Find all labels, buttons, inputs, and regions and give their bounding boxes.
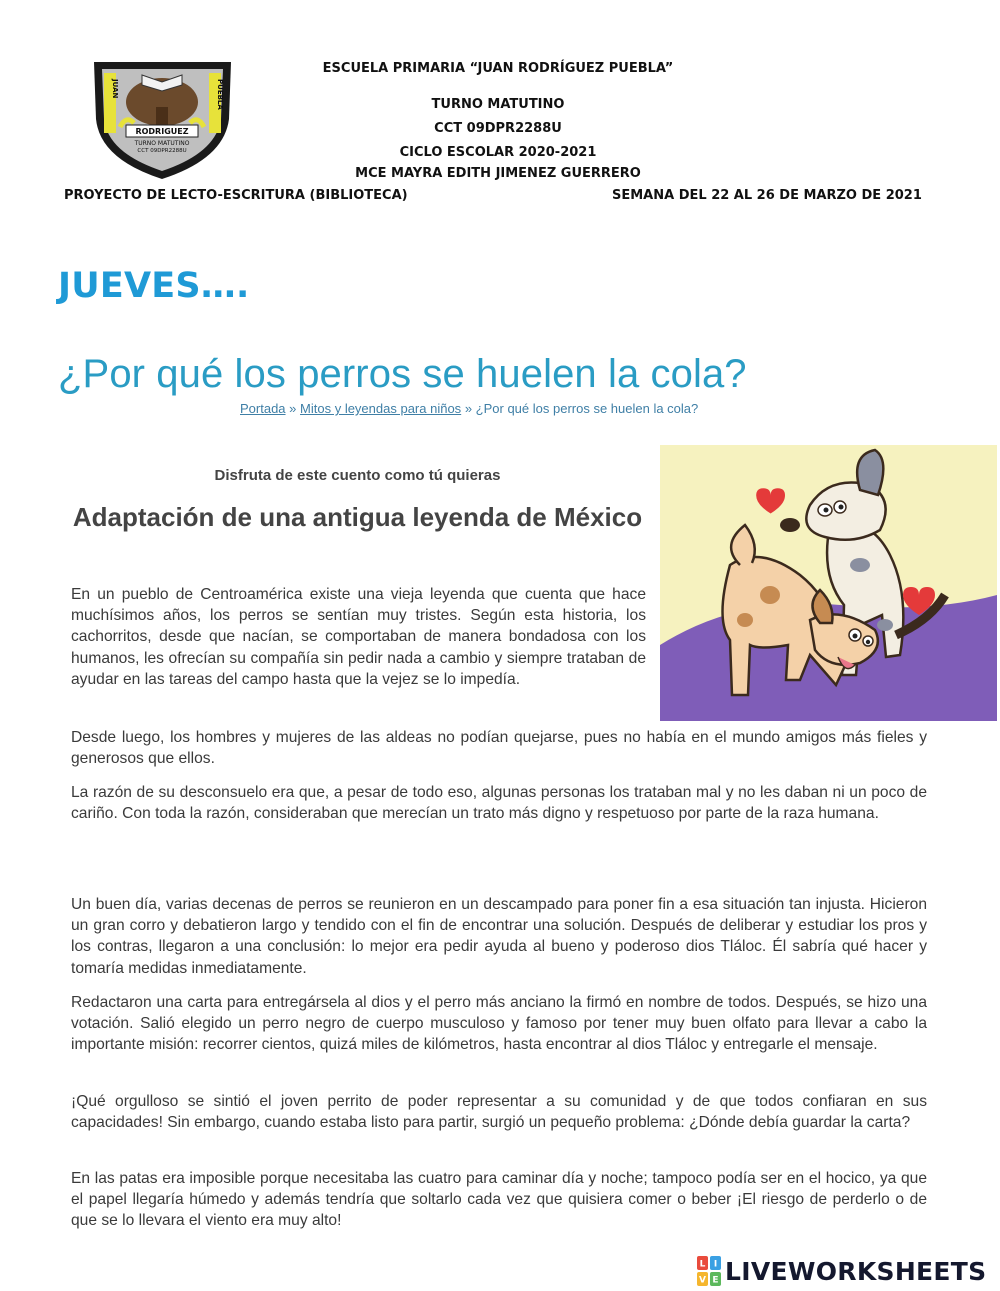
week-label: SEMANA DEL 22 AL 26 DE MARZO DE 2021 bbox=[612, 188, 922, 203]
icon-letter: L bbox=[699, 1259, 706, 1270]
cycle-label: CICLO ESCOLAR 2020-2021 bbox=[399, 145, 597, 160]
logo-banner: RODRIGUEZ bbox=[135, 127, 189, 136]
liveworksheets-icon bbox=[697, 1256, 721, 1286]
logo-bottom-line1: TURNO MATUTINO bbox=[134, 140, 190, 147]
breadcrumb-separator: » bbox=[289, 401, 297, 416]
project-label: PROYECTO DE LECTO-ESCRITURA (BIBLIOTECA) bbox=[64, 188, 408, 203]
story-subtitle: Adaptación de una antigua leyenda de México bbox=[72, 502, 643, 532]
story-paragraph-2: Desde luego, los hombres y mujeres de las aldeas no podían quejarse, pues no había en el mundo amigos más fieles y generosos que ellos. bbox=[71, 729, 927, 768]
liveworksheets-logo bbox=[697, 1254, 986, 1288]
icon-letter: I bbox=[713, 1259, 718, 1270]
school-name: ESCUELA PRIMARIA “JUAN RODRÍGUEZ PUEBLA” bbox=[322, 61, 674, 76]
story-paragraph-4: Un buen día, varias decenas de perros se reunieron en un descampado para poner fin a esa situación tan injusta. Hicieron un gran corro y debatieron largo y tendido con el fin de encontrar una solución. Después de deliberar y estudiar los pros y los contras, llegaron a una conclusión: lo mejor era pedir ayuda al bueno y poderoso dios Tláloc. Él sabría qué hacer y tomaría medidas inmediatamente. bbox=[71, 896, 927, 977]
icon-letter: V bbox=[699, 1275, 706, 1286]
liveworksheets-wordmark: LIVEWORKSHEETS bbox=[725, 1256, 987, 1286]
logo-bottom-line2: CCT 09DPR2288U bbox=[137, 148, 187, 154]
school-logo bbox=[90, 57, 235, 182]
shift-label: TURNO MATUTINO bbox=[431, 97, 565, 112]
breadcrumb-current: ¿Por qué los perros se huelen la cola? bbox=[475, 401, 699, 416]
story-paragraph-7: En las patas era imposible porque necesitaba las cuatro para caminar día y noche; tampoco podía ser en el hocico, ya que el papel llegaría húmedo y además tendría que soltarlo cada vez que quisiera comer o beber ¡El riesgo de perderlo o de que se lo llevara el viento era muy alto! bbox=[71, 1170, 927, 1230]
breadcrumb-category-link[interactable]: Mitos y leyendas para niños bbox=[300, 401, 462, 416]
story-paragraph-5: Redactaron una carta para entregársela al dios y el perro más anciano la firmó en nombre de todos. Después, se hizo una votación. Salió elegido un perro negro de cuerpo musculoso y famoso por tener muy buen olfato para llevar a cabo la importante misión: recorrer cientos, quizá miles de kilómetros, hasta encontrar al dios Tláloc y entregarle el mensaje. bbox=[71, 994, 927, 1054]
teacher-name: MCE MAYRA EDITH JIMENEZ GUERRERO bbox=[355, 166, 641, 181]
breadcrumb-separator: » bbox=[464, 401, 473, 416]
breadcrumb-home-link[interactable]: Portada bbox=[240, 401, 286, 416]
story-paragraph-3: La razón de su desconsuelo era que, a pesar de todo eso, algunas personas los trataban mal y no les daban ni un poco de cariño. Con toda la razón, consideraban que merecían un trato más digno y respetuoso por parte de la raza humana. bbox=[71, 784, 927, 823]
breadcrumb bbox=[240, 401, 698, 416]
day-heading: JUEVES…. bbox=[58, 266, 250, 306]
story-title: ¿Por qué los perros se huelen la cola? bbox=[58, 352, 747, 396]
story-paragraph-1: En un pueblo de Centroamérica existe una vieja leyenda que cuenta que hace muchísimos años, los perros se sentían muy tristes. Según esta historia, los cachorritos, desde que nacían, se comportaban de manera bondadosa con los humanos, les ofrecían su compañía sin pedir nada a cambio y siempre trataban de ayudar en las tareas del campo hasta que la vejez se lo impedía. bbox=[71, 586, 646, 688]
story-paragraph-6: ¡Qué orgulloso se sintió el joven perrito de poder representar a su comunidad y de que todos confiaran en sus capacidades! Sin embargo, cuando estaba listo para partir, surgió un pequeño problema: ¿Dónde debía guardar la carta? bbox=[71, 1093, 927, 1132]
logo-text-left: JUAN bbox=[111, 79, 119, 99]
dogs-illustration bbox=[660, 445, 997, 721]
cct-label: CCT 09DPR2288U bbox=[434, 121, 562, 136]
icon-letter: E bbox=[712, 1275, 719, 1286]
logo-text-right: PUEBLA bbox=[216, 79, 224, 110]
intro-text: Disfruta de este cuento como tú quieras bbox=[214, 467, 501, 484]
